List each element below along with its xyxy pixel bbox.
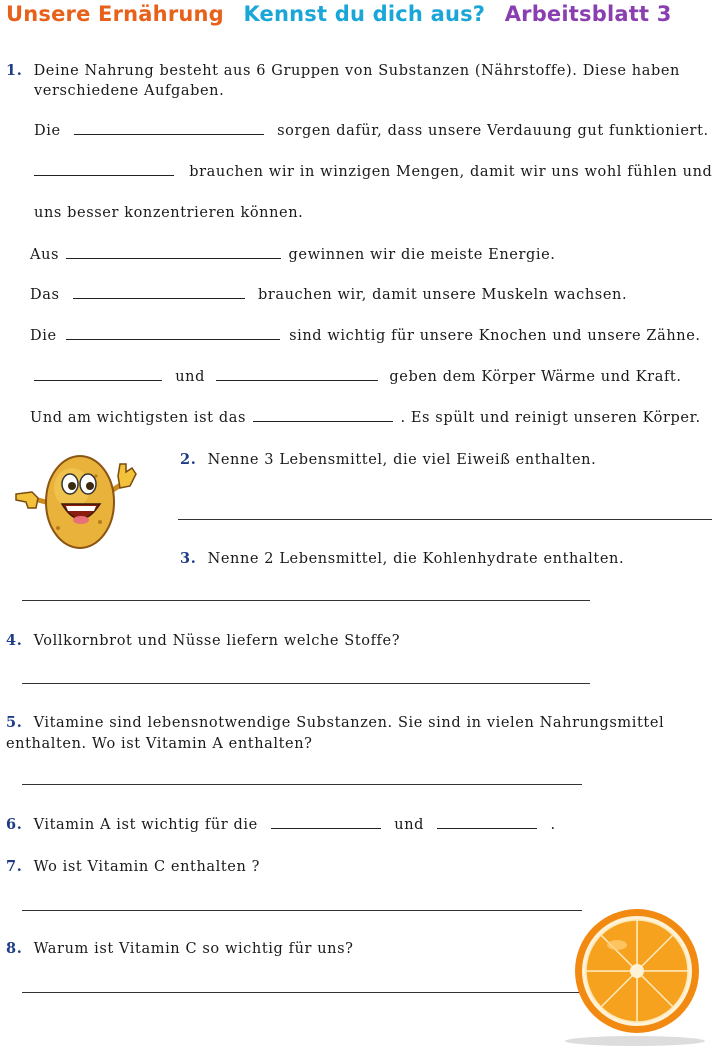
q6-number: 6.	[6, 816, 23, 833]
blank-4[interactable]	[73, 286, 245, 299]
q3-text: Nenne 2 Lebensmittel, die Kohlenhydrate enthalten.	[207, 551, 625, 567]
q4-answer-line[interactable]	[22, 683, 590, 684]
q1-s2-text: brauchen wir in winzigen Mengen, damit wir uns wohl fühlen und	[189, 164, 713, 180]
title-part-1: Unsere Ernährung	[6, 2, 224, 26]
q1-s1-suffix: sorgen dafür, dass unsere Verdauung gut funktioniert.	[277, 123, 709, 139]
q1-s6-suffix: geben dem Körper Wärme und Kraft.	[389, 369, 682, 385]
q1-s4-suffix: brauchen wir, damit unsere Muskeln wachsen.	[257, 287, 628, 303]
q5-text1: Vitamine sind lebensnotwendige Substanzen. Sie sind in vielen Nahrungsmittel	[33, 715, 665, 731]
q1-sentence-4	[30, 286, 627, 304]
q8-number: 8.	[6, 940, 23, 957]
q1-s4-prefix: Das	[30, 287, 60, 303]
q3-answer-line[interactable]	[22, 600, 590, 601]
q1-intro-line1	[6, 62, 680, 80]
q4-number: 4.	[6, 632, 23, 649]
q6-text-b: und	[394, 817, 425, 833]
blank-3[interactable]	[66, 246, 281, 259]
q6-line	[6, 816, 556, 834]
q2-line	[180, 451, 596, 469]
q6-blank-1[interactable]	[271, 816, 381, 829]
q4-text: Vollkornbrot und Nüsse liefern welche Stoffe?	[33, 633, 401, 649]
q1-sentence-5	[30, 327, 701, 345]
potato-mascot-image	[8, 448, 150, 552]
q1-sentence-3	[30, 246, 556, 264]
q7-text: Wo ist Vitamin C enthalten ?	[33, 859, 260, 875]
blank-6b[interactable]	[216, 368, 378, 381]
q2-answer-line[interactable]	[178, 519, 712, 520]
q3-number: 3.	[180, 550, 197, 567]
q1-s3-prefix: Aus	[30, 247, 60, 263]
q1-intro-line2: verschiedene Aufgaben.	[34, 83, 225, 99]
q8-line	[6, 940, 354, 958]
q5-line1	[6, 714, 664, 732]
q8-answer-line[interactable]	[22, 992, 582, 993]
q3-line	[180, 550, 624, 568]
blank-5[interactable]	[66, 327, 280, 340]
blank-1[interactable]	[74, 122, 264, 135]
q5-number: 5.	[6, 714, 23, 731]
q1-s6-and: und	[175, 369, 205, 385]
q7-number: 7.	[6, 858, 23, 875]
blank-6a[interactable]	[34, 368, 162, 381]
q6-blank-2[interactable]	[437, 816, 537, 829]
q7-answer-line[interactable]	[22, 910, 582, 911]
blank-2[interactable]	[34, 163, 174, 176]
q2-number: 2.	[180, 451, 197, 468]
q2-text: Nenne 3 Lebensmittel, die viel Eiweiß enthalten.	[207, 452, 597, 468]
q5-answer-line[interactable]	[22, 784, 582, 785]
q6-text-a: Vitamin A ist wichtig für die	[33, 817, 258, 833]
q6-text-c: .	[550, 817, 556, 833]
q1-s3-suffix: gewinnen wir die meiste Energie.	[288, 247, 556, 263]
worksheet-title	[6, 2, 684, 26]
q1-sentence-6	[34, 368, 682, 386]
blank-7[interactable]	[253, 409, 393, 422]
title-part-2: Kennst du dich aus?	[243, 2, 486, 26]
q1-sentence-2b: uns besser konzentrieren können.	[34, 205, 304, 221]
title-part-3: Arbeitsblatt 3	[504, 2, 672, 26]
q1-sentence-1	[34, 122, 709, 140]
q4-line	[6, 632, 400, 650]
q1-s7-suffix: . Es spült und reinigt unseren Körper.	[400, 410, 701, 426]
orange-slice-image	[555, 905, 715, 1050]
q1-sentence-2	[34, 163, 712, 181]
q1-intro-text1: Deine Nahrung besteht aus 6 Gruppen von Substanzen (Nährstoffe). Diese haben	[33, 63, 680, 79]
q1-s1-prefix: Die	[34, 123, 61, 139]
q1-s5-prefix: Die	[30, 328, 57, 344]
q1-s7-prefix: Und am wichtigsten ist das	[30, 410, 246, 426]
q7-line	[6, 858, 260, 876]
q8-text: Warum ist Vitamin C so wichtig für uns?	[33, 941, 354, 957]
q5-line2: enthalten. Wo ist Vitamin A enthalten?	[6, 736, 313, 752]
q1-s5-suffix: sind wichtig für unsere Knochen und unsere Zähne.	[289, 328, 701, 344]
q1-sentence-7	[30, 409, 701, 427]
q1-number: 1.	[6, 62, 23, 79]
